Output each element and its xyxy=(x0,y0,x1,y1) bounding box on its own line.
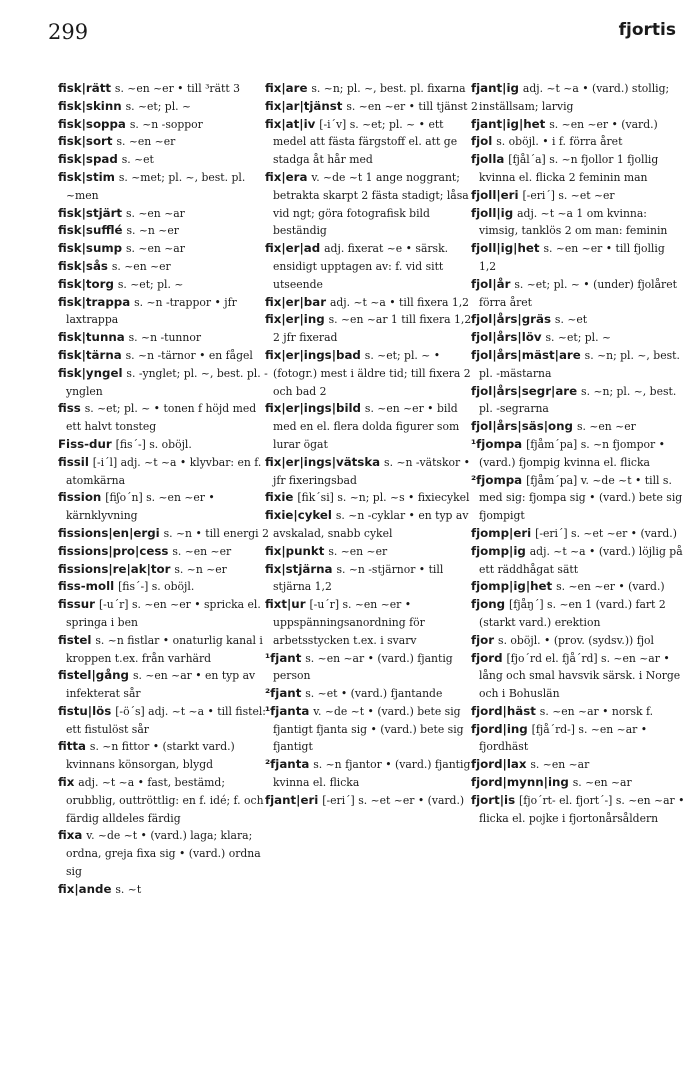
dictionary-entry xyxy=(265,756,479,792)
entry-headword: fjolla xyxy=(471,152,505,167)
entry-headword: fix|era xyxy=(265,169,308,184)
entry-headword: fisk|sort xyxy=(58,134,113,149)
entry-definition: s. ~en ~er xyxy=(111,259,171,273)
dictionary-entry xyxy=(58,738,272,774)
entry-headword: fjord xyxy=(471,650,503,665)
entry-definition: s. ~en ~er • bild med en el. flera dolda figurer som lurar ögat xyxy=(273,402,460,451)
entry-definition: s. ~en ~ar xyxy=(572,776,632,790)
dictionary-entry xyxy=(265,489,479,507)
entry-headword: fjol|års|säs|ong xyxy=(471,419,574,434)
entry-definition: s. ~n • till energi 2 xyxy=(163,526,269,540)
entry-headword: fixt|ur xyxy=(265,597,306,612)
entry-headword: fjor xyxy=(471,632,495,647)
entry-definition: s. ~n -tärnor • en fågel xyxy=(125,348,253,362)
dictionary-entry xyxy=(265,80,479,98)
entry-headword: fix|er|ings|bild xyxy=(265,401,361,416)
column-1 xyxy=(58,80,272,899)
column-3 xyxy=(471,80,685,827)
dictionary-entry xyxy=(265,561,479,597)
dictionary-entry xyxy=(58,561,272,579)
dictionary-entry xyxy=(471,151,685,187)
dictionary-entry xyxy=(471,721,685,757)
entry-definition: s. ~en ~er xyxy=(116,135,176,149)
entry-headword: fjord|lax xyxy=(471,757,527,772)
entry-headword: ¹fjompa xyxy=(471,436,523,451)
dictionary-entry xyxy=(58,454,272,490)
entry-headword: fjant|ig xyxy=(471,81,519,95)
entry-headword: fission xyxy=(58,490,102,505)
entry-definition: s. ~en ~er • till fjollig 1,2 xyxy=(479,242,665,273)
entry-definition: [fiʃo´n] s. ~en ~er • kärnklyvning xyxy=(66,491,215,523)
entry-headword: fisk|stjärt xyxy=(58,205,123,220)
entry-headword: fix|er|bar xyxy=(265,294,327,309)
entry-headword: fisk|tunna xyxy=(58,330,125,345)
entry-headword: fjong xyxy=(471,597,506,612)
entry-definition: [-eri´] s. ~et ~er xyxy=(522,188,615,202)
dictionary-entry xyxy=(58,116,272,134)
entry-definition: [-i´l] adj. ~t ~a • klyvbar: en f. atomkärna xyxy=(66,455,262,487)
dictionary-entry xyxy=(265,169,479,240)
dictionary-entry xyxy=(471,436,685,472)
entry-headword: fjol|års|segr|are xyxy=(471,383,578,398)
entry-headword: fjol|års|mäst|are xyxy=(471,347,581,362)
entry-definition: s. ~et; pl. ~ xyxy=(117,277,184,291)
entry-definition: s. ~et; pl. ~ • (fotogr.) mest i äldre tid; till fixera 2 och bad 2 xyxy=(273,348,471,398)
entry-headword: fjort|is xyxy=(471,792,516,807)
dictionary-entry xyxy=(58,240,272,258)
dictionary-entry xyxy=(58,489,272,525)
entry-headword: fixie xyxy=(265,490,294,505)
entry-definition: s. ~t xyxy=(115,882,142,896)
entry-headword: fjoll|ig|het xyxy=(471,241,540,256)
entry-definition: s. ~n -cyklar • en typ av avskalad, snabb cykel xyxy=(273,509,469,540)
dictionary-entry xyxy=(471,756,685,774)
dictionary-entry xyxy=(58,827,272,880)
entry-headword: ¹fjanta xyxy=(265,703,310,718)
dictionary-entry xyxy=(58,133,272,151)
dictionary-entry xyxy=(265,543,479,561)
dictionary-entry xyxy=(471,525,685,543)
dictionary-entry xyxy=(265,703,479,756)
entry-headword: ²fjant xyxy=(265,686,302,701)
entry-headword: fisk|sufflé xyxy=(58,223,123,238)
entry-headword: fisk|rätt xyxy=(58,81,111,95)
entry-definition: [fis´-] s. oböjl. xyxy=(115,437,192,451)
dictionary-entry xyxy=(471,80,685,116)
entry-headword: fjord|häst xyxy=(471,703,536,718)
entry-headword: fjord|mynn|ing xyxy=(471,775,569,790)
entry-definition: s. ~en ~er xyxy=(328,544,388,558)
entry-definition: adj. ~t ~a 1 om kvinna: vimsig, tanklös 2 om man: feminin xyxy=(479,206,668,238)
entry-definition: s. ~n; pl. ~, best. pl. fixarna xyxy=(311,82,466,95)
entry-definition: [-eri´] s. ~et ~er • (vard.) xyxy=(322,793,465,807)
dictionary-entry xyxy=(58,578,272,596)
entry-definition: s. ~n -trappor • jfr laxtrappa xyxy=(66,295,237,327)
dictionary-entry xyxy=(58,596,272,632)
entry-definition: s. ~en ~ar • en typ av infekterat sår xyxy=(66,669,256,701)
dictionary-entry xyxy=(471,347,685,383)
dictionary-entry xyxy=(265,685,479,703)
entry-headword: fix xyxy=(58,775,75,790)
entry-definition: [-ö´s] adj. ~t ~a • till fistel: ett fistulöst sår xyxy=(66,704,266,736)
entry-definition: s. ~n; pl. ~, best. pl. -segrarna xyxy=(479,384,677,416)
entry-headword: fistel xyxy=(58,632,92,647)
entry-definition: v. ~de ~t • (vard.) laga; klara; ordna, greja fixa sig • (vard.) ordna sig xyxy=(66,829,261,879)
dictionary-entry xyxy=(265,294,479,312)
entry-headword: fissur xyxy=(58,597,96,612)
entry-headword: fix|at|iv xyxy=(265,116,316,131)
dictionary-entry xyxy=(471,792,685,828)
entry-definition: adj. ~t ~a • till fixera 1,2 xyxy=(329,295,470,309)
entry-definition: s. ~en ~er • till ³rätt 3 xyxy=(114,82,240,95)
entry-headword: fisk|yngel xyxy=(58,365,123,380)
entry-definition: s. ~et • (vard.) fjantande xyxy=(305,687,443,701)
page-number: 299 xyxy=(48,20,89,44)
entry-definition: s. ~et; pl. ~ • tonen f höjd med ett halvt tonsteg xyxy=(66,402,257,434)
entry-headword: fistu|lös xyxy=(58,703,112,718)
dictionary-entry xyxy=(471,187,685,205)
dictionary-entry xyxy=(58,98,272,116)
entry-definition: s. ~en ~ar • (vard.) fjantig person xyxy=(273,651,453,683)
dictionary-entry xyxy=(58,151,272,169)
entry-headword: fixie|cykel xyxy=(265,508,332,523)
dictionary-entry xyxy=(265,792,479,810)
entry-headword: fjoll|ig xyxy=(471,205,514,220)
column-2 xyxy=(265,80,479,810)
entry-definition: s. ~et; pl. ~ • (under) fjolåret förra året xyxy=(479,277,677,309)
entry-headword: fistel|gång xyxy=(58,668,130,683)
entry-definition: s. ~et xyxy=(554,313,588,327)
entry-definition: s. ~en ~er • till tjänst 2 xyxy=(346,99,478,113)
entry-definition: s. -ynglet; pl. ~, best. pl. -ynglen xyxy=(66,366,268,398)
dictionary-entry xyxy=(471,240,685,276)
entry-headword: fjant|eri xyxy=(265,792,319,807)
entry-headword: ²fjompa xyxy=(471,472,523,487)
entry-definition: adj. fixerat ~e • särsk. ensidigt upptagen av: f. vid sitt utseende xyxy=(273,242,449,291)
entry-headword: fix|er|ings|bad xyxy=(265,347,361,362)
dictionary-entry xyxy=(471,543,685,579)
entry-definition: s. ~n fittor • (starkt vard.) kvinnans könsorgan, blygd xyxy=(66,740,235,772)
entry-definition: [fjål´a] s. ~n fjollor 1 fjollig kvinna el. flicka 2 feminin man xyxy=(479,153,659,184)
dictionary-entry xyxy=(471,276,685,312)
entry-headword: ¹fjant xyxy=(265,650,302,665)
dictionary-entry xyxy=(471,383,685,419)
entry-definition: s. oböjl. • (prov. (sydsv.)) fjol xyxy=(498,633,654,647)
entry-definition: adj. ~t ~a • (vard.) stollig; inställsam; larvig xyxy=(479,82,670,113)
entry-headword: fjomp|eri xyxy=(471,525,532,540)
dictionary-entry xyxy=(58,80,272,98)
entry-definition: s. ~et; pl. ~ xyxy=(125,99,192,113)
dictionary-entry xyxy=(471,329,685,347)
entry-headword: fitta xyxy=(58,739,86,754)
entry-headword: fix|stjärna xyxy=(265,561,333,576)
dictionary-entry xyxy=(58,703,272,739)
entry-definition: s. ~met; pl. ~, best. pl. ~men xyxy=(66,170,246,202)
dictionary-entry xyxy=(471,774,685,792)
entry-headword: fjol|års|löv xyxy=(471,330,542,345)
entry-definition: adj. ~t ~a • (vard.) löjlig på ett räddhågat sätt xyxy=(479,544,683,576)
entry-headword: fisk|sås xyxy=(58,258,108,273)
entry-definition: [-u´r] s. ~en ~er • spricka el. springa i ben xyxy=(66,598,261,629)
entry-definition: s. ~n -soppor xyxy=(129,117,203,131)
dictionary-entry xyxy=(471,650,685,703)
dictionary-entry xyxy=(58,276,272,294)
entry-definition: s. ~n ~er xyxy=(126,224,179,238)
entry-definition: s. ~en ~er xyxy=(172,544,232,558)
entry-headword: fjant|ig|het xyxy=(471,116,546,131)
dictionary-entry xyxy=(471,133,685,151)
entry-headword: fisk|tärna xyxy=(58,347,122,362)
entry-headword: fjol|års|gräs xyxy=(471,312,551,327)
entry-headword: fisk|sump xyxy=(58,241,123,256)
entry-headword: fissions|re|ak|tor xyxy=(58,561,171,576)
entry-headword: fissions|pro|cess xyxy=(58,543,169,558)
dictionary-entry xyxy=(265,240,479,293)
dictionary-entry xyxy=(265,116,479,169)
entry-definition: [-u´r] s. ~en ~er • uppspänningsanordning för arbetsstycken t.ex. i svarv xyxy=(273,598,425,647)
dictionary-entry xyxy=(265,454,479,490)
entry-definition: [fis´-] s. oböjl. xyxy=(118,580,195,594)
dictionary-entry xyxy=(58,881,272,899)
entry-headword: fissions|en|ergi xyxy=(58,525,160,540)
dictionary-entry xyxy=(265,507,479,543)
dictionary-entry xyxy=(58,632,272,668)
dictionary-entry xyxy=(58,222,272,240)
dictionary-entry xyxy=(58,205,272,223)
entry-headword: fix|er|ing xyxy=(265,312,325,327)
entry-headword: fjol|år xyxy=(471,276,511,291)
entry-headword: fjomp|ig xyxy=(471,543,526,558)
dictionary-entry xyxy=(58,294,272,330)
dictionary-entry xyxy=(265,347,479,400)
entry-headword: fiss-moll xyxy=(58,579,115,594)
entry-definition: s. ~et; pl. ~ xyxy=(545,331,612,345)
entry-definition: v. ~de ~t • (vard.) bete sig fjantigt fjanta sig • (vard.) bete sig fjantigt xyxy=(273,704,464,754)
dictionary-entry xyxy=(265,98,479,116)
entry-headword: fjord|ing xyxy=(471,721,528,736)
entry-definition: s. ~en ~ar xyxy=(530,758,590,772)
entry-headword: fiss xyxy=(58,401,81,416)
entry-definition: [fjåŋ´] s. ~en 1 (vard.) fart 2 (starkt vard.) erektion xyxy=(479,598,666,629)
entry-headword: ²fjanta xyxy=(265,757,310,772)
entry-definition: adj. ~t ~a • fast, bestämd; orubblig, outtröttlig: en f. idé; f. och färdig alldeles färdig xyxy=(66,776,264,825)
entry-definition: [fjåm´pa] s. ~n fjompor • (vard.) fjompig kvinna el. flicka xyxy=(479,437,665,469)
entry-headword: fixa xyxy=(58,828,83,843)
entry-headword: fjomp|ig|het xyxy=(471,579,553,594)
entry-headword: fisk|torg xyxy=(58,276,114,291)
entry-definition: [fjo´rd el. fjå´rd] s. ~en ~ar • lång och smal havsvik särsk. i Norge och i Bohuslän xyxy=(479,651,681,701)
dictionary-entry xyxy=(58,774,272,827)
entry-headword: fjoll|eri xyxy=(471,187,519,202)
dictionary-entry xyxy=(471,418,685,436)
entry-headword: fisk|stim xyxy=(58,169,115,184)
dictionary-entry xyxy=(265,596,479,649)
entry-headword: fisk|spad xyxy=(58,152,118,167)
dictionary-entry xyxy=(58,400,272,436)
entry-headword: fjol xyxy=(471,134,493,149)
entry-headword: fix|ar|tjänst xyxy=(265,98,343,113)
entry-headword: fix|er|ad xyxy=(265,241,321,256)
entry-headword: fisk|skinn xyxy=(58,98,122,113)
entry-definition: [-eri´] s. ~et ~er • (vard.) xyxy=(535,526,677,540)
dictionary-entry xyxy=(58,169,272,205)
entry-definition: s. ~en ~er xyxy=(576,420,636,434)
entry-headword: fissil xyxy=(58,454,89,469)
dictionary-entry xyxy=(58,436,272,454)
dictionary-entry xyxy=(471,116,685,134)
entry-definition: s. ~n fjantor • (vard.) fjantig kvinna el. flicka xyxy=(273,758,471,790)
entry-headword: fisk|soppa xyxy=(58,116,126,131)
entry-definition: v. ~de ~t 1 ange noggrant; betrakta skarpt 2 fästa stadigt; låsa vid ngt; göra fotografisk bild beständig xyxy=(273,170,469,238)
entry-definition: s. ~en ~ar • norsk f. xyxy=(539,704,654,718)
entry-definition: s. ~n fistlar • onaturlig kanal i kroppen t.ex. från varhärd xyxy=(66,633,263,665)
dictionary-entry xyxy=(471,311,685,329)
entry-headword: fisk|trappa xyxy=(58,294,131,309)
dictionary-entry xyxy=(58,329,272,347)
dictionary-entry xyxy=(265,311,479,347)
dictionary-entry xyxy=(471,578,685,596)
entry-definition: s. ~n -stjärnor • till stjärna 1,2 xyxy=(273,562,444,594)
entry-definition: s. ~n -tunnor xyxy=(128,331,201,345)
dictionary-entry xyxy=(265,650,479,686)
entry-definition: s. ~n -vätskor • jfr fixeringsbad xyxy=(273,455,470,487)
entry-headword: fix|ande xyxy=(58,881,112,896)
dictionary-entry xyxy=(58,525,272,543)
dictionary-entry xyxy=(471,632,685,650)
dictionary-entry xyxy=(471,596,685,632)
entry-definition: [fjåm´pa] v. ~de ~t • till s. med sig: fjompa sig • (vard.) bete sig fjompigt xyxy=(479,473,683,523)
entry-headword: fix|punkt xyxy=(265,543,325,558)
dictionary-entry xyxy=(471,472,685,525)
dictionary-entry xyxy=(58,258,272,276)
entry-definition: s. oböjl. • i f. förra året xyxy=(496,135,623,149)
entry-definition: s. ~en ~er • (vard.) xyxy=(556,580,665,594)
dictionary-entry xyxy=(58,347,272,365)
entry-definition: [fik´si] s. ~n; pl. ~s • fixiecykel xyxy=(297,491,470,505)
dictionary-entry xyxy=(58,667,272,703)
entry-definition: s. ~n; pl. ~, best. pl. -mästarna xyxy=(479,348,680,380)
entry-definition: [-i´v] s. ~et; pl. ~ • ett medel att fästa färgstoff el. att ge stadga åt hår med xyxy=(273,117,458,167)
dictionary-entry xyxy=(265,400,479,453)
entry-definition: s. ~en ~ar 1 till fixera 1,2 2 jfr fixerad xyxy=(273,313,472,345)
entry-headword: fix|are xyxy=(265,81,308,95)
entry-definition: s. ~en ~ar xyxy=(125,206,185,220)
entry-definition: [fjå´rd-] s. ~en ~ar • fjordhäst xyxy=(479,722,648,754)
entry-headword: Fiss-dur xyxy=(58,436,112,451)
entry-definition: s. ~en ~ar xyxy=(126,242,185,256)
entry-definition: [fjo´rt- el. fjort´-] s. ~en ~ar • flicka el. pojke i fjortonårsåldern xyxy=(479,793,685,825)
dictionary-entry xyxy=(471,703,685,721)
dictionary-entry xyxy=(58,365,272,401)
entry-definition: s. ~en ~er • (vard.) xyxy=(549,117,658,131)
running-head: fjortis xyxy=(618,20,676,40)
entry-headword: fix|er|ings|vätska xyxy=(265,454,381,469)
entry-definition: s. ~n ~er xyxy=(174,562,227,576)
dictionary-entry xyxy=(471,205,685,241)
entry-definition: s. ~et xyxy=(121,153,154,167)
dictionary-entry xyxy=(58,543,272,561)
